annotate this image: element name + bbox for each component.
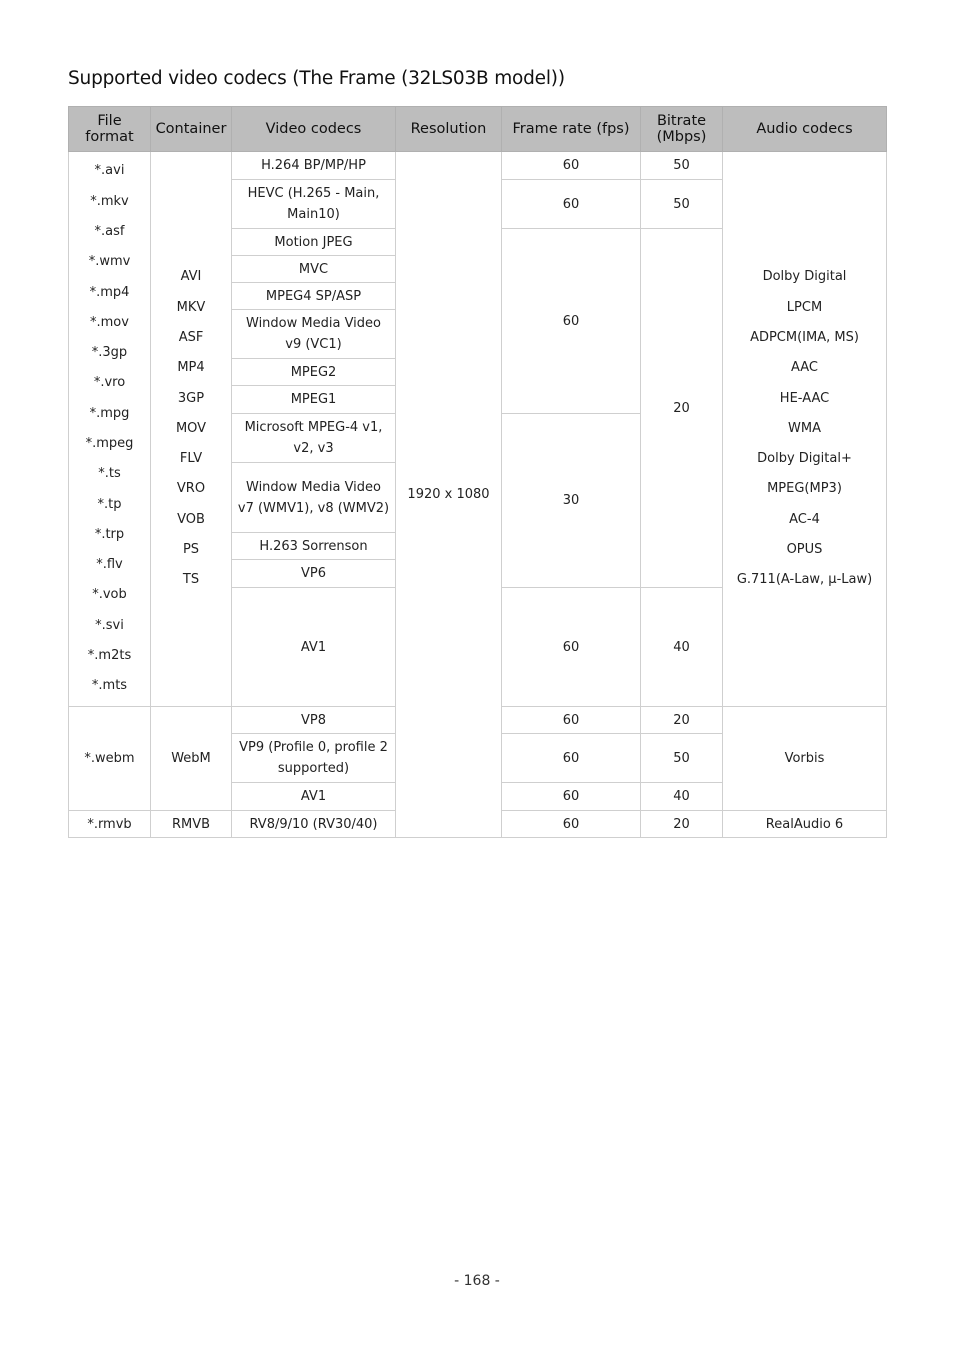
frame-rate: 30 [502,414,641,588]
file-format: *.mov [90,314,129,330]
container: MOV [175,420,207,436]
file-format: *.mpg [89,405,130,421]
file-format: *.3gp [91,345,128,361]
file-format: *.svi [95,617,124,633]
page-title: Supported video codecs (The Frame (32LS03B model)) [68,68,565,89]
file-format: *.mkv [90,193,129,209]
video-codec: AV1 [232,783,396,811]
header-audio-codecs: Audio codecs [723,107,887,152]
frame-rate: 60 [502,229,641,414]
file-format: *.flv [96,557,123,573]
bitrate: 20 [641,707,723,734]
frame-rate: 60 [502,811,641,838]
video-codec: HEVC (H.265 - Main, Main10) [232,180,396,229]
audio-codec: Vorbis [723,707,887,811]
bitrate: 50 [641,152,723,180]
file-format: *.vro [93,375,126,391]
file-format: *.trp [94,526,125,542]
video-codec: VP9 (Profile 0, profile 2 supported) [232,734,396,783]
audio-codec: AC-4 [789,511,820,527]
container: TS [182,572,200,588]
frame-rate: 60 [502,707,641,734]
container: MKV [176,299,206,315]
video-codec: Window Media Video v7 (WMV1), v8 (WMV2) [232,463,396,533]
audio-codec: WMA [788,420,821,436]
container: MP4 [177,360,205,376]
file-format: *.webm [69,707,151,811]
container: ASF [178,329,204,345]
bitrate: 20 [641,229,723,588]
video-codec: H.263 Sorrenson [232,533,396,560]
audio-codec: Dolby Digital+ [757,451,852,467]
video-codec: MPEG2 [232,359,396,386]
bitrate: 40 [641,783,723,811]
file-format: *.m2ts [87,648,132,664]
video-codec: H.264 BP/MP/HP [232,152,396,180]
audio-codec: MPEG(MP3) [767,481,842,497]
video-codec: MPEG4 SP/ASP [232,283,396,310]
container: RMVB [151,811,232,838]
header-container: Container [151,107,232,152]
file-format: *.rmvb [69,811,151,838]
frame-rate: 60 [502,152,641,180]
file-format: *.ts [98,466,121,482]
audio-codec: Dolby Digital [762,269,847,285]
video-codec: Motion JPEG [232,229,396,256]
file-format: *.wmv [88,254,131,270]
video-codec: AV1 [232,588,396,707]
audio-codec: G.711(A-Law, μ-Law) [736,572,873,588]
file-format: *.mts [91,678,128,694]
audio-codec: ADPCM(IMA, MS) [750,329,859,345]
codec-table [68,106,887,838]
file-format: *.vob [92,587,127,603]
frame-rate: 60 [502,783,641,811]
file-format: *.mp4 [89,284,130,300]
audio-codec: AAC [791,360,818,376]
header-video-codecs: Video codecs [232,107,396,152]
file-format: *.mpeg [85,436,134,451]
audio-codec: RealAudio 6 [723,811,887,838]
frame-rate: 60 [502,180,641,229]
header-file-format: File format [69,107,151,152]
video-codec: Microsoft MPEG-4 v1, v2, v3 [232,414,396,463]
video-codec: RV8/9/10 (RV30/40) [232,811,396,838]
bitrate: 20 [641,811,723,838]
file-format: *.avi [94,163,125,179]
video-codec: MVC [232,256,396,283]
container: FLV [179,451,203,467]
container: 3GP [177,390,205,406]
video-codec: VP8 [232,707,396,734]
file-format: *.asf [94,223,125,239]
page-number: - 168 - [454,1273,500,1289]
header-bitrate: Bitrate (Mbps) [641,107,723,152]
audio-codec: OPUS [786,542,823,558]
frame-rate: 60 [502,734,641,783]
container: VOB [177,511,205,527]
video-codec: MPEG1 [232,386,396,414]
audio-codec-list [723,152,887,707]
container: VRO [176,481,206,497]
frame-rate: 60 [502,588,641,707]
container: PS [182,542,200,558]
bitrate: 50 [641,180,723,229]
header-frame-rate: Frame rate (fps) [502,107,641,152]
header-row [69,107,887,152]
header-resolution: Resolution [396,107,502,152]
table-row [69,152,887,180]
resolution: 1920 x 1080 [396,152,502,838]
file-format: *.tp [97,496,122,512]
container: AVI [180,269,202,285]
audio-codec: HE-AAC [779,390,830,406]
container: WebM [151,707,232,811]
video-codec: VP6 [232,560,396,588]
audio-codec: LPCM [786,299,823,315]
video-codec: Window Media Video v9 (VC1) [232,310,396,359]
bitrate: 40 [641,588,723,707]
bitrate: 50 [641,734,723,783]
container-list [151,152,232,707]
file-format-list [69,152,151,707]
